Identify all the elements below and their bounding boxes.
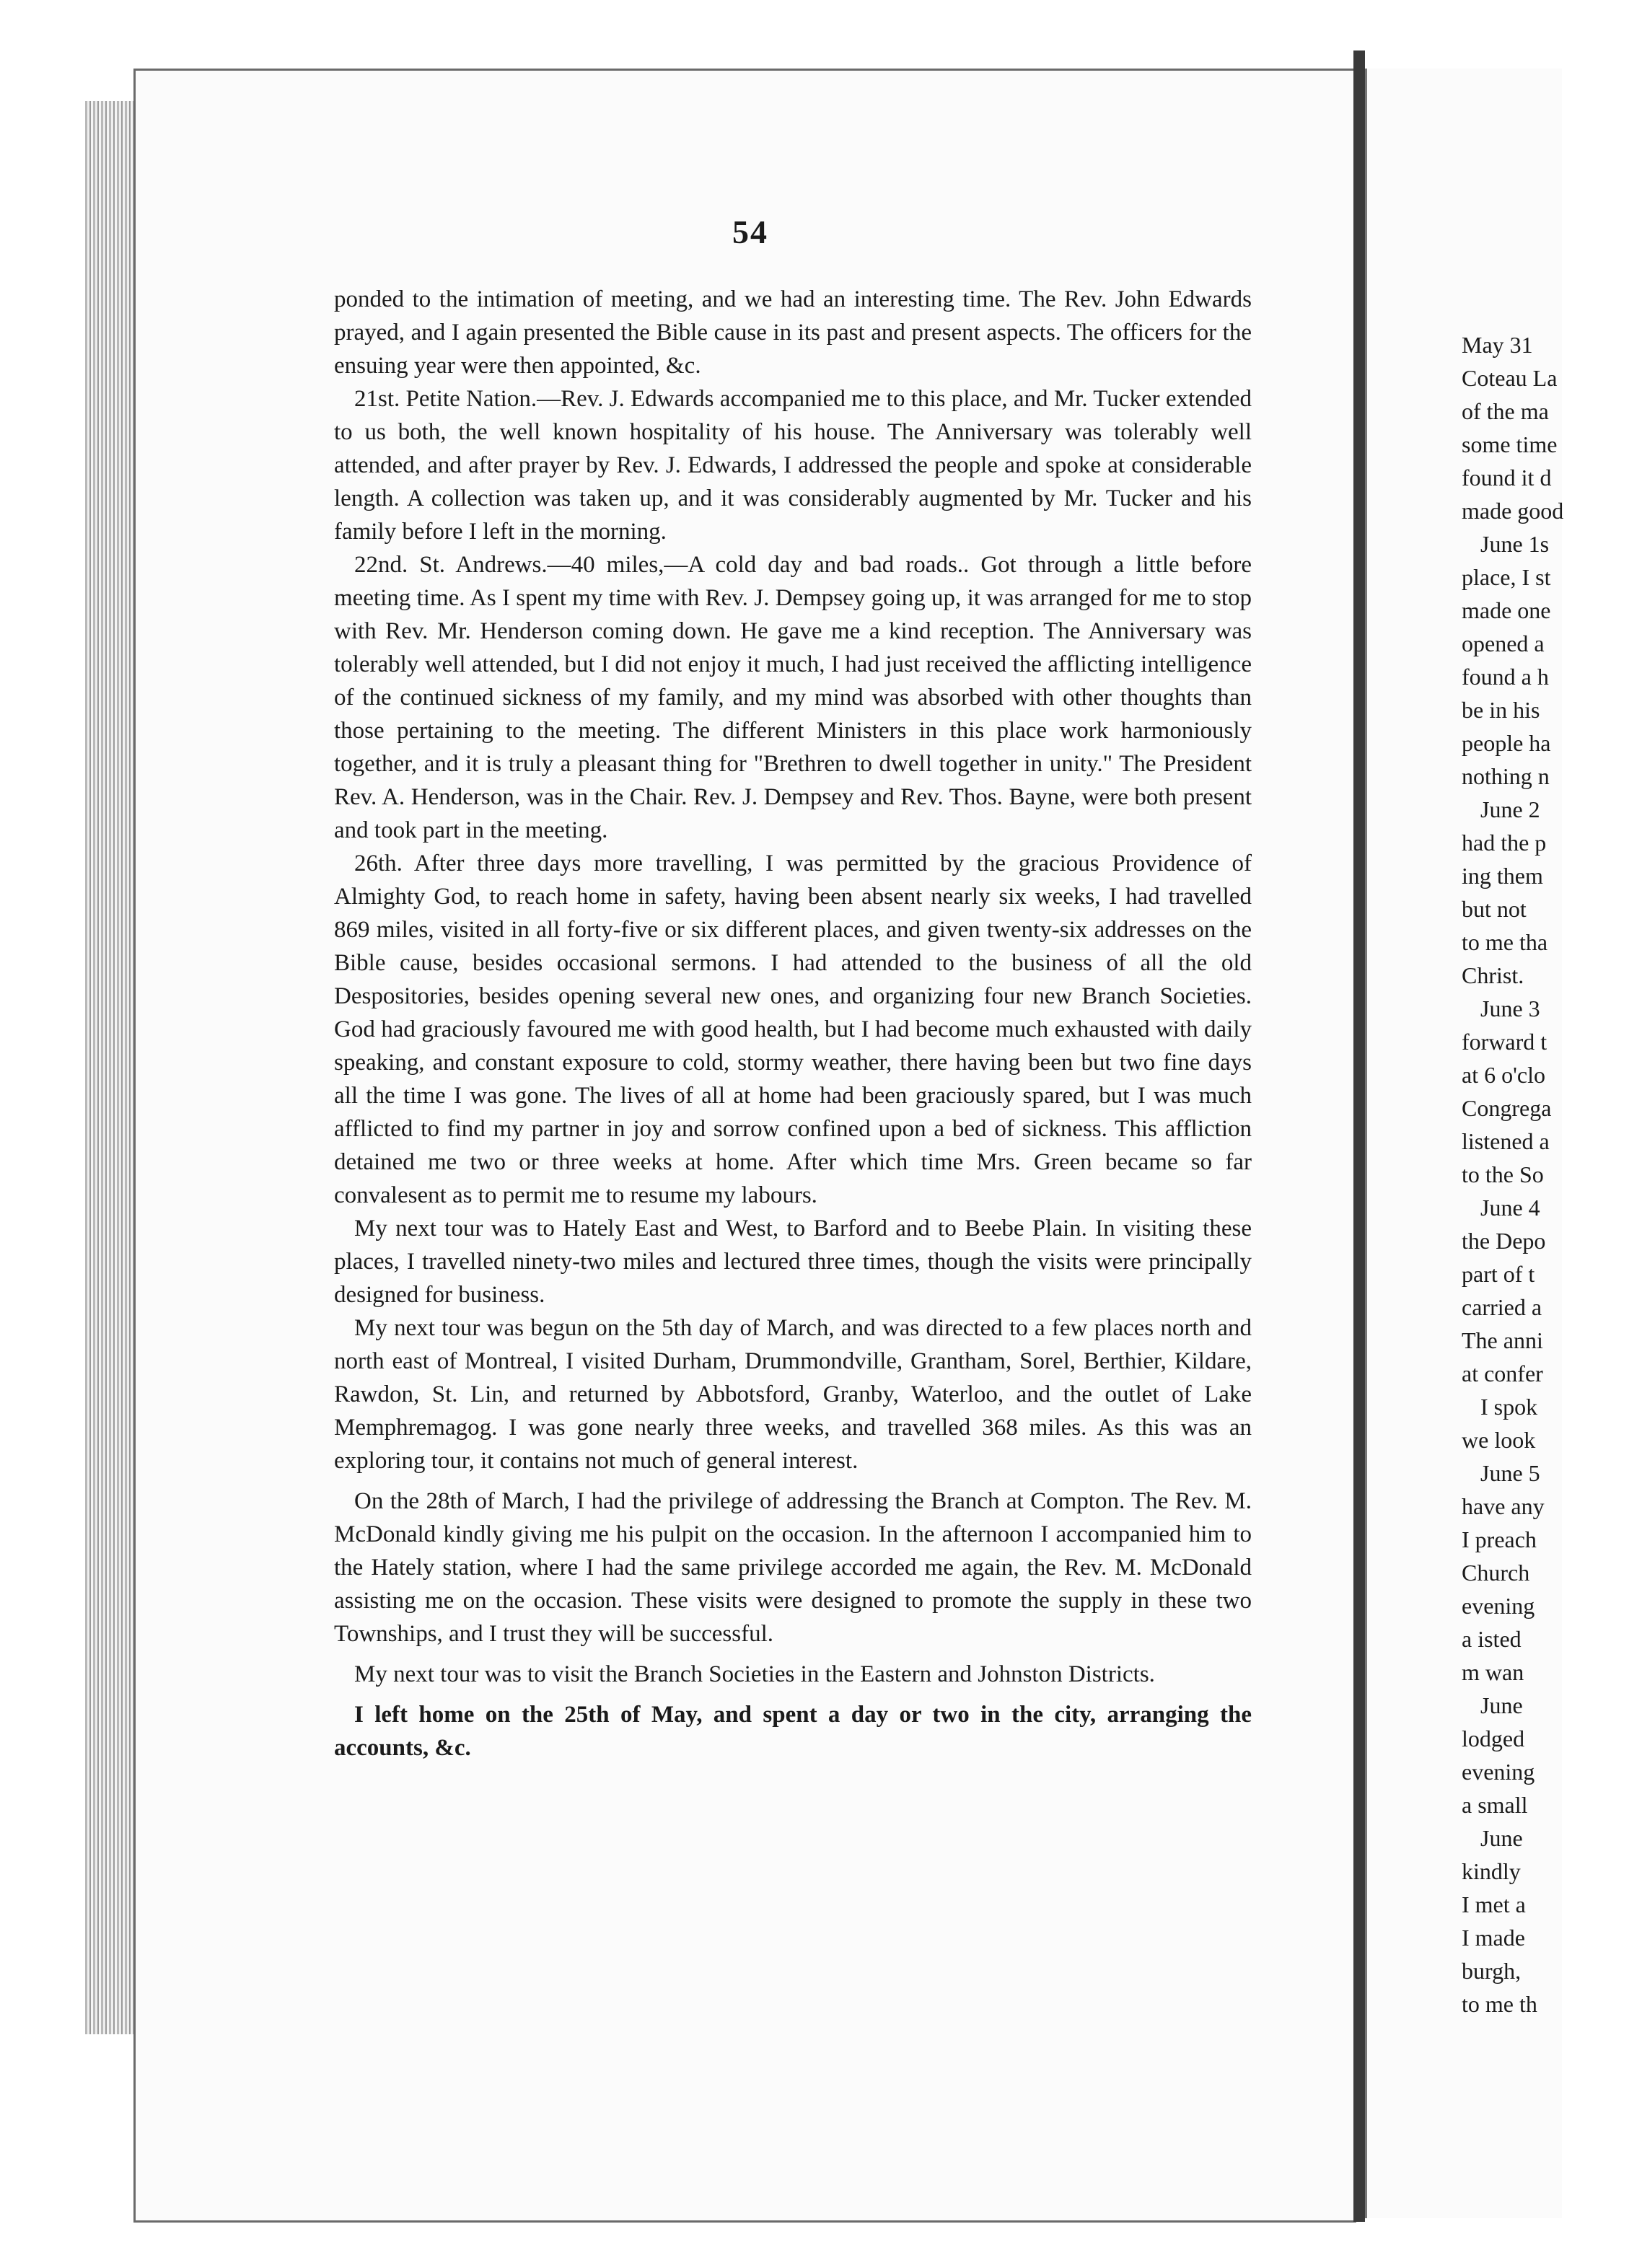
main-text-column (334, 283, 1252, 1764)
page-edge-stack (85, 101, 136, 2034)
text-line: some time (1462, 431, 1558, 457)
text-line: to me th (1462, 1991, 1537, 2017)
text-line: lodged (1462, 1726, 1525, 1751)
text-line: The anni (1462, 1327, 1543, 1353)
text-line: be in his (1462, 697, 1540, 723)
text-line: have any (1462, 1493, 1545, 1519)
text-line: part of t (1462, 1261, 1535, 1287)
text-line: I spok (1480, 1394, 1538, 1420)
text-line: to the So (1462, 1161, 1544, 1187)
text-line: June 4 (1480, 1195, 1540, 1221)
text-line: m wan (1462, 1659, 1524, 1685)
text-line: I preach (1462, 1526, 1537, 1552)
paragraph: 21st. Petite Nation.—Rev. J. Edwards accompanied me to this place, and Mr. Tucker extended to us both, the well known hospitality of his house. The Anniversary was tolerably well attended, and after prayer by Rev. J. Edwards, I addressed the people and spoke at considerable length. A collection was taken up, and it was considerably augmented by Mr. Tucker and his family before I left in the morning. (334, 386, 1252, 545)
text-line: but not (1462, 896, 1527, 922)
page-number: 54 (732, 214, 768, 250)
text-line: Church (1462, 1560, 1530, 1586)
text-line: I met a (1462, 1891, 1526, 1917)
text-line: June 1s (1480, 531, 1550, 557)
text-line: kindly (1462, 1858, 1521, 1884)
text-line: we look (1462, 1427, 1536, 1453)
text-line: found a h (1462, 664, 1549, 690)
paragraph: On the 28th of March, I had the privilege of addressing the Branch at Compton. The Rev. M. McDonald kindly giving me his pulpit on the occasion. In the afternoon I accompanied him to the Hately station, where I had the same privilege accorded me again, the Rev. M. McDonald assisting me on the occasion. These visits were designed to promote the supply in these two Townships, and I trust they will be successful. (334, 1488, 1252, 1647)
paragraph: 22nd. St. Andrews.—40 miles,—A cold day and bad roads.. Got through a little before meeting time. As I spent my time with Rev. J. Dempsey going up, it was arranged for me to stop with Rev. Mr. Henderson coming down. He gave me a kind reception. The Anniversary was tolerably well attended, but I did not enjoy it much, I had just received the afflicting intelligence of the continued sickness of my family, and my mind was absorbed with other thoughts than those pertaining to the meeting. The different Ministers in this place work harmoniously together, and it is truly a pleasant thing for "Brethren to dwell together in unity." The President Rev. A. Henderson, was in the Chair. Rev. J. Dempsey and Rev. Thos. Bayne, were both present and took part in the meeting. (334, 552, 1252, 843)
text-line: place, I st (1462, 564, 1551, 590)
text-line: Coteau La (1462, 365, 1558, 391)
text-line: June (1480, 1825, 1523, 1851)
text-line: at 6 o'clo (1462, 1062, 1545, 1088)
text-line: evening (1462, 1593, 1535, 1619)
text-line: nothing n (1462, 763, 1550, 789)
text-line: June 5 (1480, 1460, 1540, 1486)
text-line: of the ma (1462, 398, 1549, 424)
text-line: made good (1462, 498, 1564, 524)
text-line: listened a (1462, 1128, 1550, 1154)
text-line: I made (1462, 1925, 1525, 1951)
text-line: carried a (1462, 1294, 1542, 1320)
book-gutter (1353, 50, 1365, 2222)
paragraph: 26th. After three days more travelling, I was permitted by the gracious Providence of Almighty God, to reach home in safety, having been absent nearly six weeks, I had travelled 869 miles, visited in all forty-five or six different places, and given twenty-six addresses on the Bible cause, besides occasional sermons. I had attended to the business of all the old Despositories, besides opening several new ones, and organizing four new Branch Societies. God had graciously favoured me with good health, but I had become much exhausted with daily speaking, and constant exposure to cold, stormy weather, there having been but two fine days all the time I was gone. The lives of all at home had been graciously spared, but I was much afflicted to find my partner in joy and sorrow confined upon a bed of sickness. This affliction detained me two or three weeks at home. After which time Mrs. Green became so far convalesent as to permit me to resume my labours. (334, 850, 1252, 1208)
text-line: June 3 (1480, 995, 1540, 1021)
text-line: opened a (1462, 630, 1545, 656)
paragraph: My next tour was to Hately East and West, to Barford and to Beebe Plain. In visiting these places, I travelled ninety-two miles and lectured three times, though the visits were principally designed for business. (334, 1216, 1252, 1308)
paragraph: My next tour was to visit the Branch Societies in the Eastern and Johnston Districts. (354, 1661, 1155, 1687)
text-line: at confer (1462, 1361, 1543, 1386)
text-line: June 2 (1480, 796, 1540, 822)
paragraph: My next tour was begun on the 5th day of March, and was directed to a few places north and north east of Montreal, I visited Durham, Drummondville, Grantham, Sorel, Berthier, Kildare, Rawdon, St. Lin, and returned by Abbotsford, Granby, Waterloo, and the outlet of Lake Memphremagog. I was gone nearly three weeks, and travelled 368 miles. As this was an exploring tour, it contains not much of general interest. (334, 1315, 1252, 1474)
text-line: a isted (1462, 1626, 1522, 1652)
text-line: ing them (1462, 863, 1543, 889)
text-line: Congrega (1462, 1095, 1552, 1121)
text-line: had the p (1462, 830, 1547, 856)
paragraph: ponded to the intimation of meeting, and we had an interesting time. The Rev. John Edwards prayed, and I again presented the Bible cause in its past and present aspects. The officers for the ensuing year were then appointed, &c. (334, 286, 1252, 379)
text-line: forward t (1462, 1029, 1547, 1055)
text-line: a small (1462, 1792, 1528, 1818)
text-line: made one (1462, 597, 1551, 623)
paragraph: I left home on the 25th of May, and spent a day or two in the city, arranging the accounts, &c. (334, 1702, 1252, 1761)
text-line: Christ. (1462, 962, 1524, 988)
text-line: to me tha (1462, 929, 1548, 955)
text-line: people ha (1462, 730, 1551, 756)
text-line: found it d (1462, 465, 1552, 491)
text-line: burgh, (1462, 1958, 1522, 1984)
text-line: May 31 (1462, 332, 1533, 358)
right-page-text (1462, 328, 1642, 2021)
text-line: the Depo (1462, 1228, 1546, 1254)
text-line: June (1480, 1692, 1523, 1718)
text-line: evening (1462, 1759, 1535, 1785)
